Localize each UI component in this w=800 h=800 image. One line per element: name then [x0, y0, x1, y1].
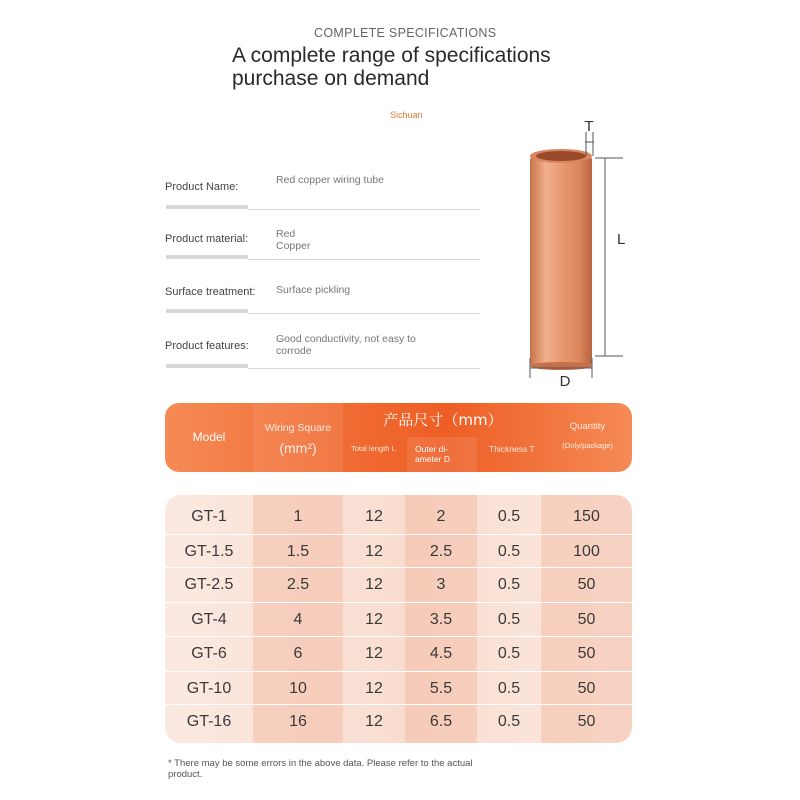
cell-quantity: 50	[577, 713, 596, 730]
cell-thickness: 0.5	[497, 508, 521, 525]
cell-thickness: 0.5	[497, 713, 521, 730]
thickness-marker	[585, 132, 594, 156]
spec-divider-line	[248, 209, 480, 210]
cell-wiring-square: 4	[293, 611, 303, 628]
header-outer-diameter: Outer di-ameter D	[415, 444, 450, 464]
cell-thickness: 0.5	[497, 576, 521, 593]
cell-wiring-square: 1.5	[286, 543, 310, 560]
cell-model: GT-4	[191, 611, 227, 628]
table-row	[165, 637, 632, 671]
cell-total-length: 12	[365, 508, 383, 525]
table-row	[165, 568, 632, 602]
table-row	[165, 603, 632, 637]
thickness-label: T	[584, 118, 594, 135]
cell-total-length: 12	[365, 611, 383, 628]
row-divider	[165, 534, 632, 535]
copper-tube-diagram	[505, 118, 655, 393]
cell-quantity: 50	[577, 680, 596, 697]
length-marker	[595, 158, 626, 356]
title-line-1: A complete range of specifications	[232, 44, 551, 67]
cell-quantity: 100	[573, 543, 600, 560]
cell-wiring-square: 1	[293, 508, 303, 525]
header-total-length: Total length L	[351, 444, 396, 453]
spec-label-material: Product material:	[165, 233, 249, 245]
cell-outer-diameter: 2.5	[429, 543, 453, 560]
cell-wiring-square: 10	[289, 680, 307, 697]
header-model: Model	[192, 430, 226, 444]
cell-model: GT-16	[186, 713, 232, 730]
cell-outer-diameter: 4.5	[429, 645, 453, 662]
table-row	[165, 705, 632, 739]
cell-total-length: 12	[365, 713, 383, 730]
row-divider	[165, 567, 632, 568]
cell-thickness: 0.5	[497, 543, 521, 560]
spec-divider-bar	[166, 364, 248, 368]
spec-label-features: Product features:	[165, 340, 249, 352]
length-label: L	[617, 231, 626, 248]
header-dimension-group: 产品尺寸（mm）	[383, 411, 503, 429]
cell-model: GT-1	[191, 508, 227, 525]
diameter-label: D	[559, 373, 571, 390]
cell-quantity: 50	[577, 576, 596, 593]
cell-quantity: 50	[577, 645, 596, 662]
row-divider	[165, 671, 632, 672]
tube-body	[530, 149, 592, 370]
row-divider	[165, 602, 632, 603]
cell-wiring-square: 2.5	[286, 576, 310, 593]
cell-quantity: 150	[573, 508, 600, 525]
cell-wiring-square: 6	[293, 645, 303, 662]
header-quantity-sub: (Only/package)	[562, 441, 613, 450]
spec-divider-bar	[166, 255, 248, 259]
section-kicker: COMPLETE SPECIFICATIONS	[314, 26, 497, 40]
row-divider	[165, 704, 632, 705]
cell-quantity: 50	[577, 611, 596, 628]
cell-wiring-square: 16	[289, 713, 307, 730]
header-wiring-cell	[253, 403, 343, 472]
cell-outer-diameter: 6.5	[429, 713, 453, 730]
table-row	[165, 535, 632, 569]
spec-divider-bar	[166, 309, 248, 313]
table-row	[165, 500, 632, 534]
spec-table	[165, 495, 632, 743]
table-header	[165, 403, 632, 472]
cell-total-length: 12	[365, 680, 383, 697]
header-quantity: Quantity	[569, 421, 606, 432]
cell-outer-diameter: 5.5	[429, 680, 453, 697]
spec-divider-line	[248, 259, 480, 260]
cell-outer-diameter: 3.5	[429, 611, 453, 628]
cell-thickness: 0.5	[497, 611, 521, 628]
header-wiring-unit: (mm²)	[279, 440, 317, 456]
cell-model: GT-10	[186, 680, 232, 697]
spec-divider-line	[248, 313, 480, 314]
spec-label-name: Product Name:	[165, 181, 239, 193]
cell-thickness: 0.5	[497, 680, 521, 697]
spec-divider-bar	[166, 205, 248, 209]
cell-model: GT-2.5	[184, 576, 234, 593]
spec-value-material: Red Copper	[276, 228, 311, 252]
cell-model: GT-1.5	[184, 543, 234, 560]
cell-thickness: 0.5	[497, 645, 521, 662]
cell-model: GT-6	[191, 645, 227, 662]
title-line-2: purchase on demand	[232, 67, 430, 90]
spec-label-surface: Surface treatment:	[165, 286, 256, 298]
row-divider	[165, 636, 632, 637]
cell-outer-diameter: 3	[436, 576, 446, 593]
brand-label: Sichuan	[390, 110, 423, 120]
spec-value-features: Good conductivity, not easy to corrode	[276, 333, 416, 357]
spec-value-surface: Surface pickling	[276, 284, 351, 296]
header-thickness: Thickness T	[489, 444, 535, 454]
cell-total-length: 12	[365, 543, 383, 560]
spec-divider-line	[248, 368, 480, 369]
table-row	[165, 672, 632, 706]
footnote: * There may be some errors in the above data. Please refer to the actual product.	[168, 758, 473, 780]
cell-outer-diameter: 2	[436, 508, 446, 525]
cell-total-length: 12	[365, 576, 383, 593]
page-title	[232, 44, 632, 90]
spec-value-name: Red copper wiring tube	[276, 174, 384, 186]
cell-total-length: 12	[365, 645, 383, 662]
header-wiring-square: Wiring Square	[264, 422, 332, 434]
